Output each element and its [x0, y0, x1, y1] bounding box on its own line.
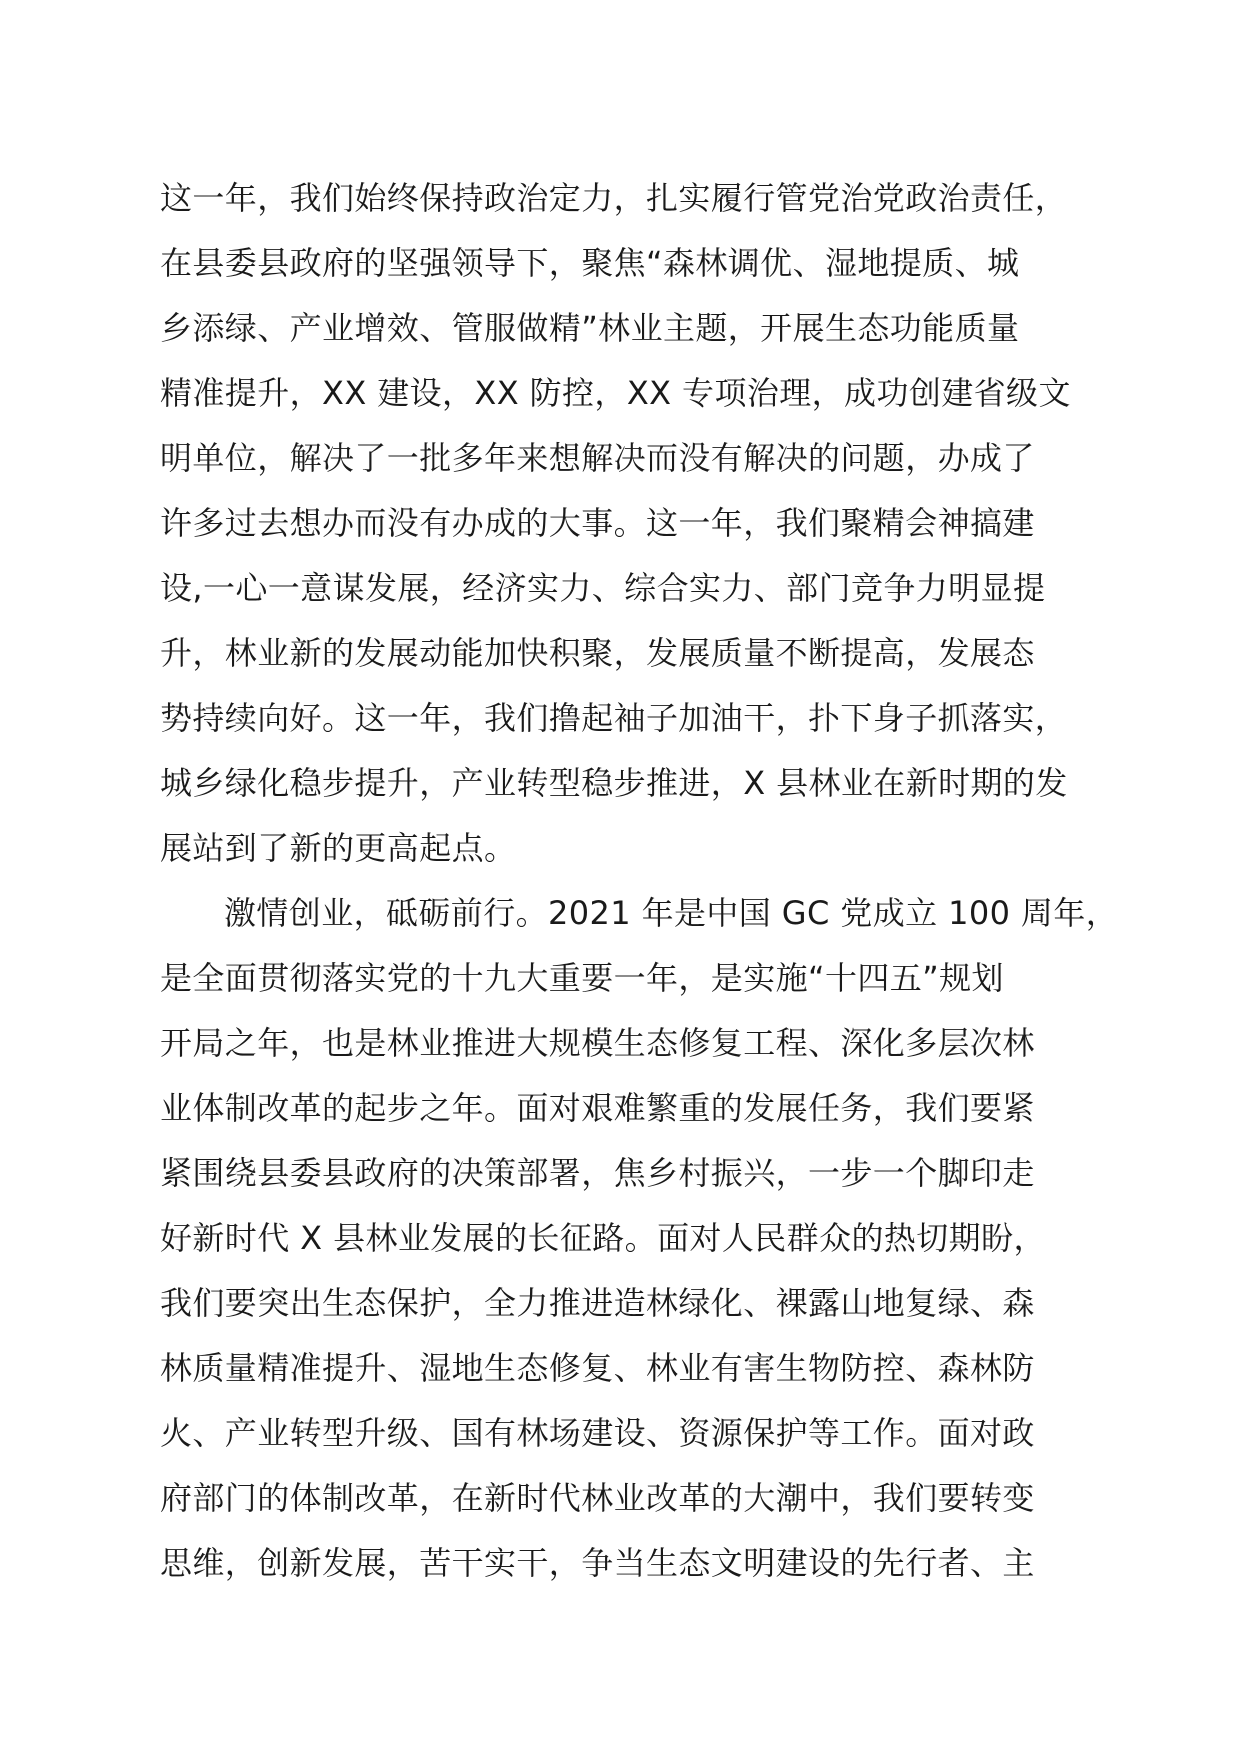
text-line: 明单位，解决了一批多年来想解决而没有解决的问题，办成了 — [160, 439, 1035, 477]
text-line: 是全面贯彻落实党的十九大重要一年，是实施“十四五”规划 — [160, 959, 1004, 997]
text-line: 势持续向好。这一年，我们撸起袖子加油干，扑下身子抓落实， — [160, 699, 1068, 737]
text-line: 紧围绕县委县政府的决策部署，焦乡村振兴，一步一个脚印走 — [160, 1154, 1035, 1192]
text-line: 业体制改革的起步之年。面对艰难繁重的发展任务，我们要紧 — [160, 1089, 1035, 1127]
text-line: 精准提升，XX 建设，XX 防控，XX 专项治理，成功创建省级文 — [160, 374, 1071, 412]
text-line: 城乡绿化稳步提升，产业转型稳步推进，X 县林业在新时期的发 — [160, 764, 1068, 802]
body-text — [160, 166, 1120, 1596]
text-line: 思维，创新发展，苦干实干，争当生态文明建设的先行者、主 — [160, 1544, 1035, 1582]
paragraph-first-line: 激情创业，砥砺前行。2021 年是中国 GC 党成立 100 周年， — [224, 894, 1119, 932]
text-line: 火、产业转型升级、国有林场建设、资源保护等工作。面对政 — [160, 1414, 1035, 1452]
text-line: 乡添绿、产业增效、管服做精”林业主题，开展生态功能质量 — [160, 309, 1020, 347]
text-line: 林质量精准提升、湿地生态修复、林业有害生物防控、森林防 — [160, 1349, 1035, 1387]
text-line: 展站到了新的更高起点。 — [160, 829, 517, 867]
text-line: 升，林业新的发展动能加快积聚，发展质量不断提高，发展态 — [160, 634, 1035, 672]
text-line: 设,一心一意谋发展，经济实力、综合实力、部门竞争力明显提 — [160, 569, 1046, 607]
text-line: 我们要突出生态保护，全力推进造林绿化、裸露山地复绿、森 — [160, 1284, 1035, 1322]
text-line: 好新时代 X 县林业发展的长征路。面对人民群众的热切期盼， — [160, 1219, 1046, 1257]
text-line: 这一年，我们始终保持政治定力，扎实履行管党治党政治责任， — [160, 179, 1068, 217]
text-line: 许多过去想办而没有办成的大事。这一年，我们聚精会神搞建 — [160, 504, 1035, 542]
text-line: 府部门的体制改革，在新时代林业改革的大潮中，我们要转变 — [160, 1479, 1035, 1517]
text-line: 开局之年，也是林业推进大规模生态修复工程、深化多层次林 — [160, 1024, 1035, 1062]
text-line: 在县委县政府的坚强领导下，聚焦“森林调优、湿地提质、城 — [160, 244, 1020, 282]
